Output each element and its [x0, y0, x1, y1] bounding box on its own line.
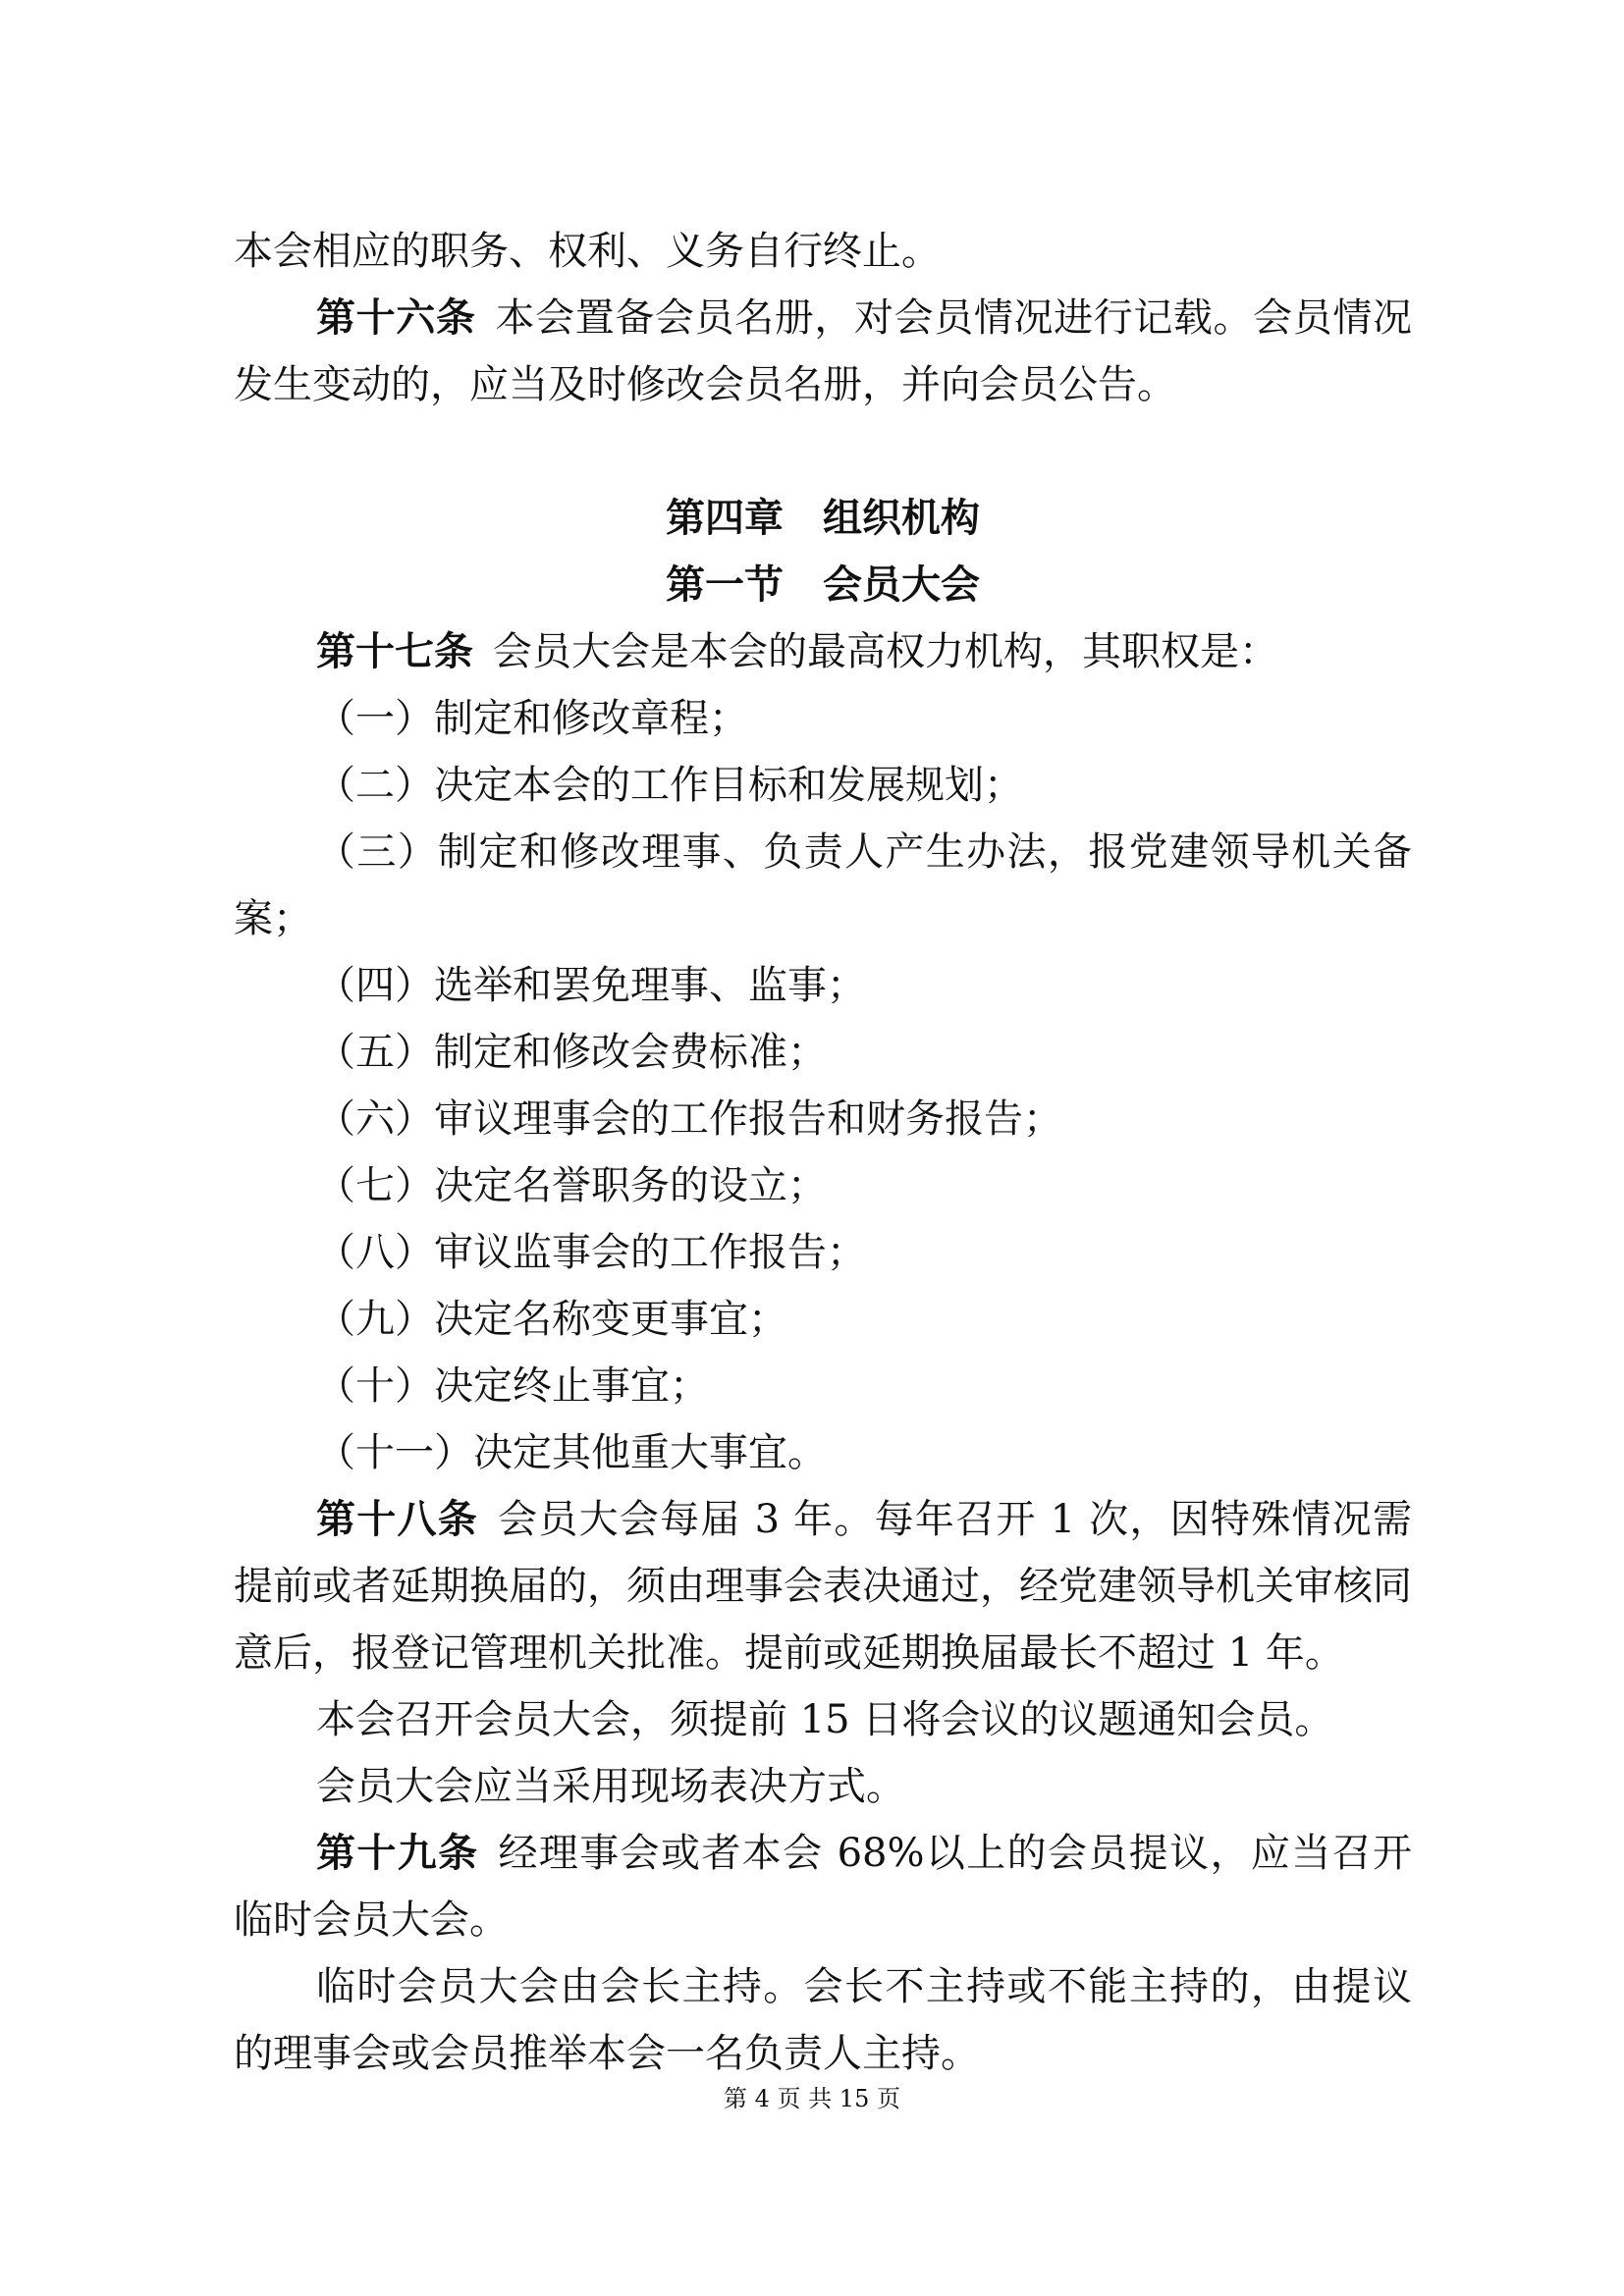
paragraph-continuation: 本会相应的职务、权利、义务自行终止。 [234, 229, 941, 274]
article-16 [234, 285, 1412, 418]
article-18 [234, 1486, 1412, 1686]
article-17 [234, 618, 1412, 685]
article-19 [234, 1820, 1412, 1953]
article-18-heading: 第十八条 [316, 1496, 479, 1542]
list-item: （一）制定和修改章程； [316, 696, 748, 741]
article-18-paragraph-3: 会员大会应当采用现场表决方式。 [316, 1764, 905, 1809]
article-19-paragraph-2: 临时会员大会由会长主持。会长不主持或不能主持的，由提议的理事会或会员推举本会一名负责人主持。 [234, 1964, 1412, 2076]
section-title: 第一节 会员大会 [666, 561, 980, 608]
article-18-body: 会员大会每届 3 年。每年召开 1 次，因特殊情况需提前或者延期换届的，须由理事会表决通过，经党建领导机关审核同意后，报登记管理机关批准。提前或延期换届最长不超过 1 年。 [234, 1497, 1412, 1676]
list-item: （九）决定名称变更事宜； [316, 1297, 787, 1342]
list-item: （八）审议监事会的工作报告； [316, 1230, 866, 1275]
list-item: （三）制定和修改理事、负责人产生办法，报党建领导机关备案； [234, 829, 1412, 941]
article-17-body: 会员大会是本会的最高权力机构，其职权是： [493, 629, 1278, 674]
list-item: （二）决定本会的工作目标和发展规划； [316, 763, 1023, 808]
article-17-heading: 第十七条 [316, 628, 473, 674]
list-item: （五）制定和修改会费标准； [316, 1030, 827, 1075]
list-item: （十一）决定其他重大事宜。 [316, 1430, 827, 1475]
article-16-heading: 第十六条 [316, 294, 476, 341]
list-item: （七）决定名誉职务的设立； [316, 1163, 827, 1208]
list-item: （六）审议理事会的工作报告和财务报告； [316, 1096, 1062, 1142]
page-content [234, 218, 1412, 2087]
article-18-paragraph-2: 本会召开会员大会，须提前 15 日将会议的议题通知会员。 [316, 1697, 1334, 1742]
spacer [234, 418, 1412, 485]
article-19-heading: 第十九条 [316, 1830, 479, 1876]
article-16-body: 本会置备会员名册，对会员情况进行记载。会员情况发生变动的，应当及时修改会员名册，并向会员公告。 [234, 295, 1413, 407]
article-19-body: 经理事会或者本会 68%以上的会员提议，应当召开临时会员大会。 [234, 1831, 1412, 1943]
chapter-title: 第四章 组织机构 [666, 495, 980, 541]
page-number-footer: 第 4 页 共 15 页 [724, 2085, 900, 2112]
list-item: （十）决定终止事宜； [316, 1363, 709, 1409]
list-item: （四）选举和罢免理事、监事； [316, 963, 866, 1008]
